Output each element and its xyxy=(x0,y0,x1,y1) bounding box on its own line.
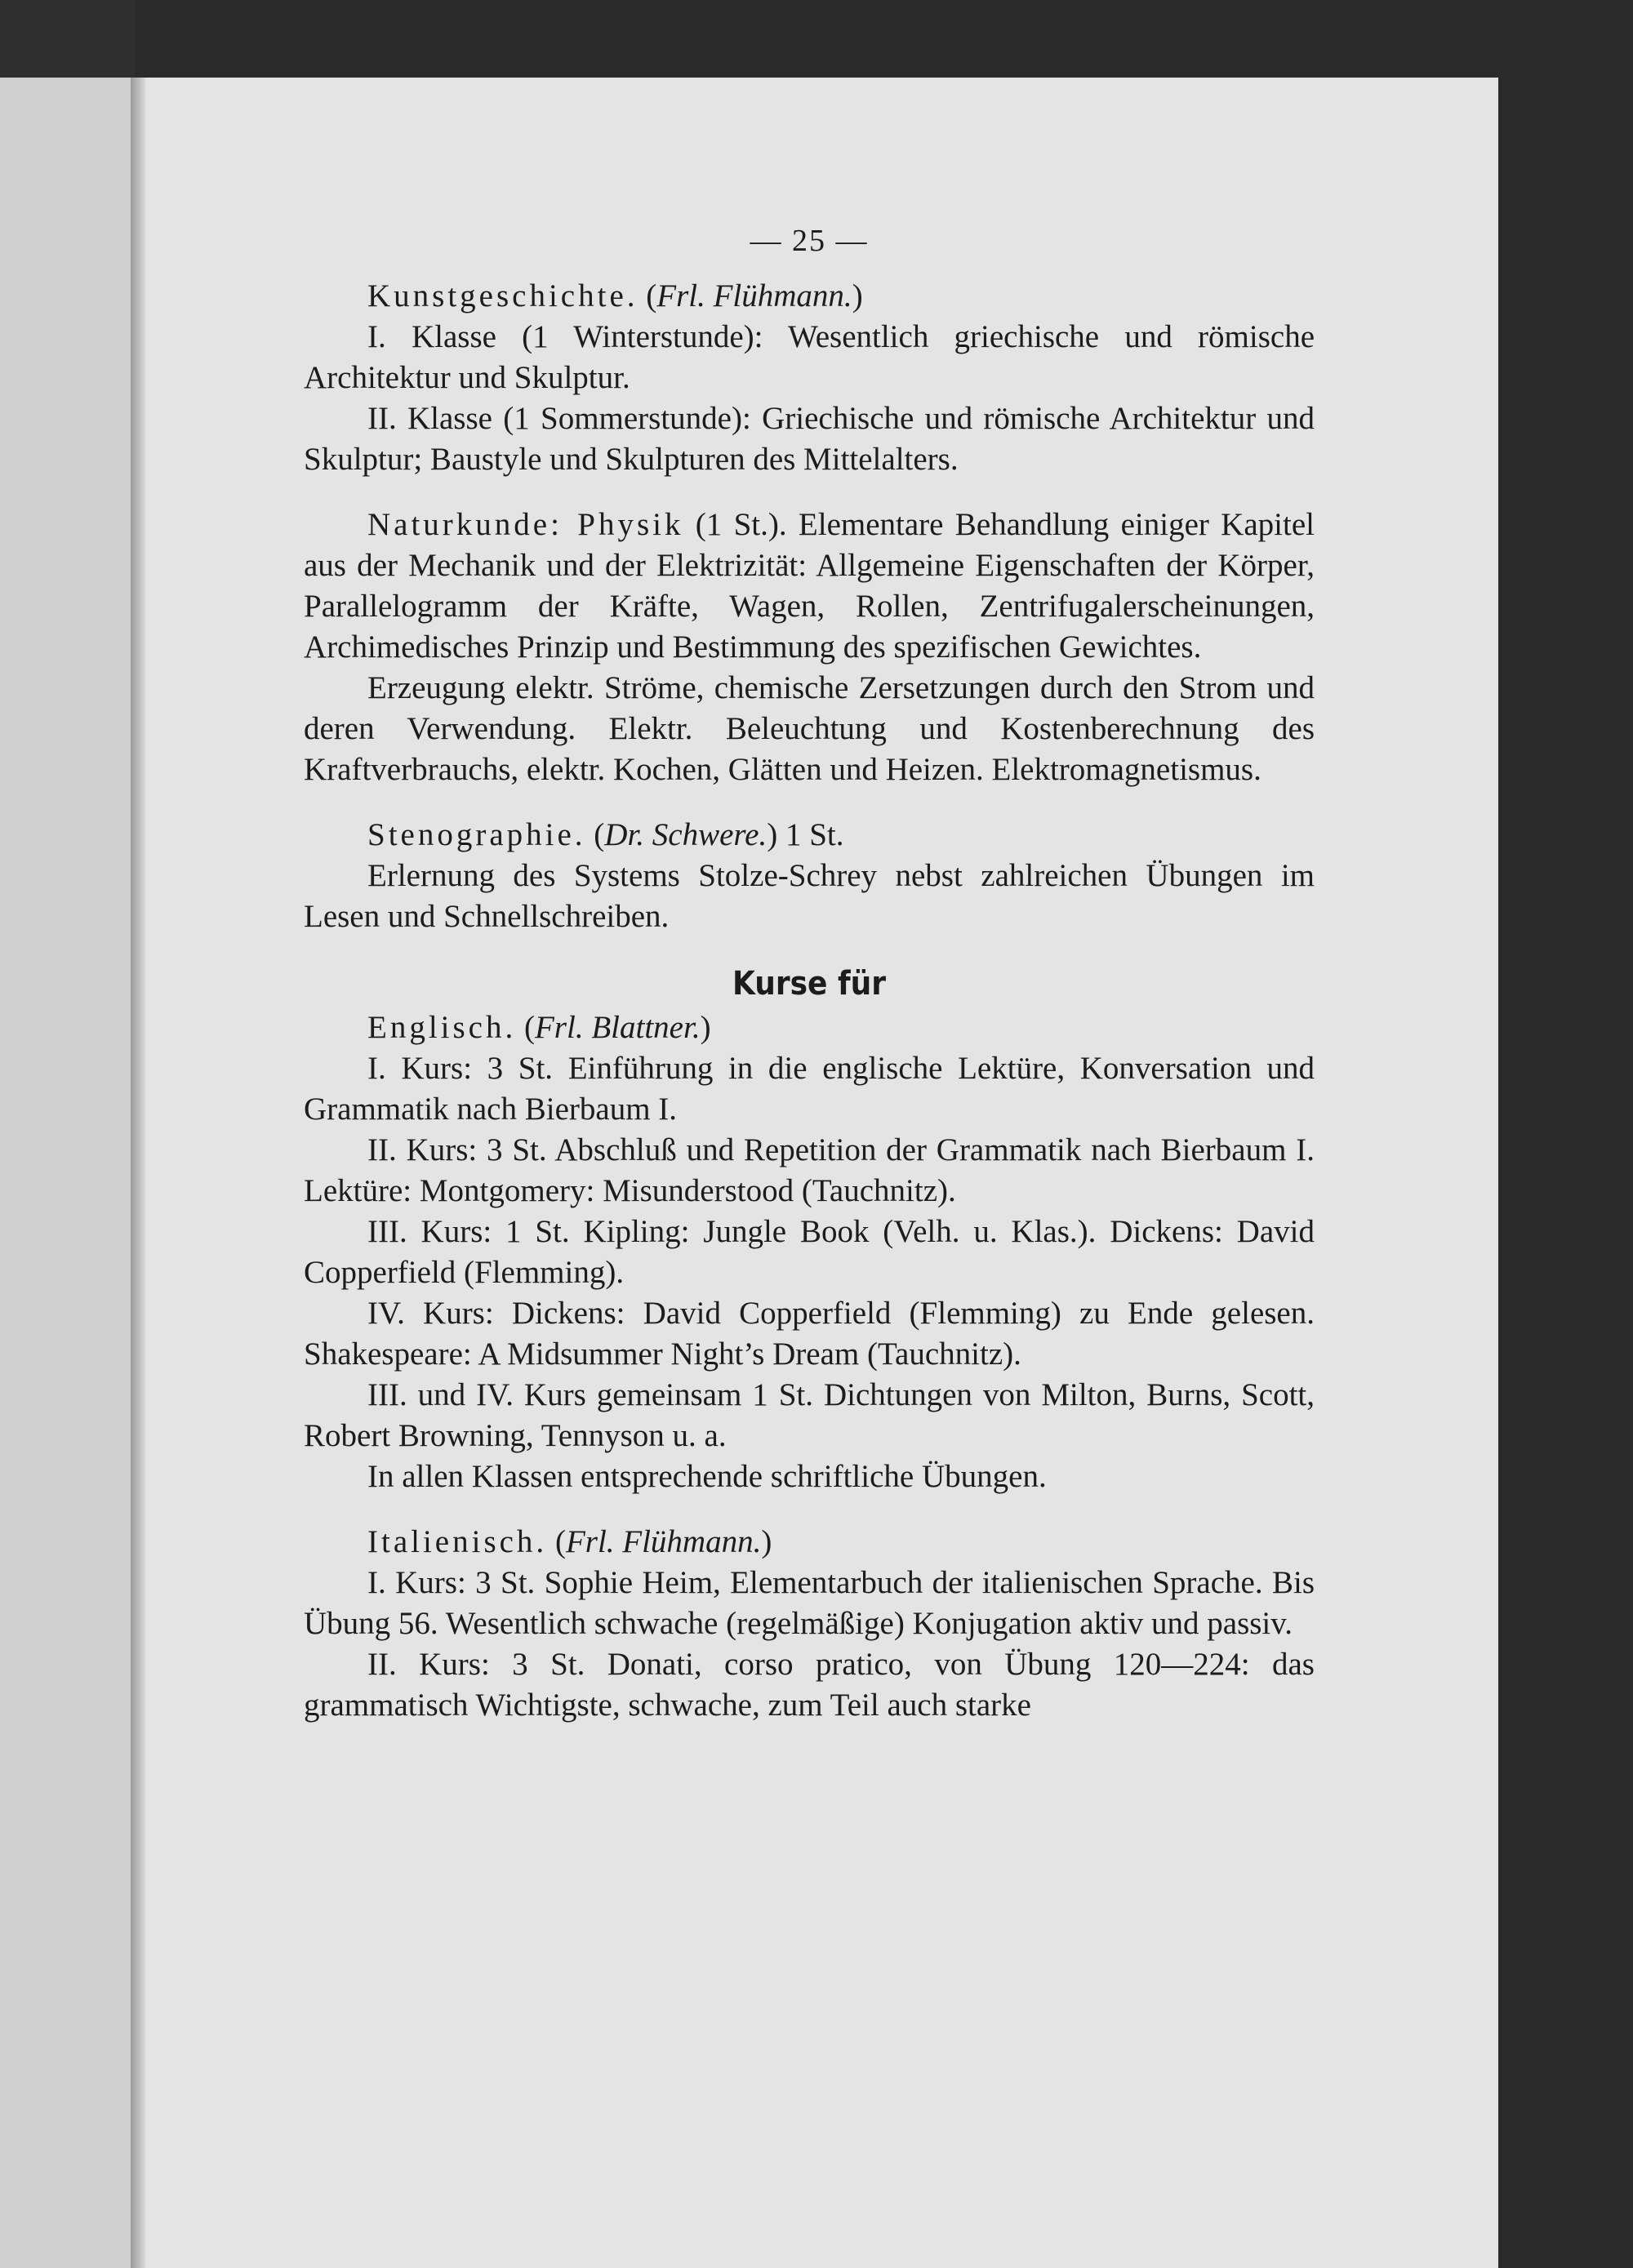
kunstgeschichte-klasse-1: I. Klasse (1 Winterstunde): Wesentlich griechische und römische Architektur und Skulptur. xyxy=(304,319,1315,395)
scan-border-top xyxy=(0,0,1633,78)
stenographie-heading xyxy=(304,815,1315,856)
englisch-heading xyxy=(304,1007,1315,1048)
page-gutter xyxy=(131,78,145,2268)
scan-border-right xyxy=(1498,0,1633,2268)
kunstgeschichte-klasse-2: II. Klasse (1 Sommerstunde): Griechische und römische Architektur und Skulptur; Baustyle und Skulpturen des Mittelalters. xyxy=(304,401,1315,477)
englisch-kurs-3: III. Kurs: 1 St. Kipling: Jungle Book (Velh. u. Klas.). Dickens: David Copperfield (Flemming). xyxy=(304,1214,1315,1290)
text-run: ( xyxy=(638,278,657,314)
text-run: Frl. Blattner. xyxy=(534,1010,701,1045)
page-text xyxy=(304,220,1315,1726)
englisch-uebungen: In allen Klassen entsprechende schriftliche Übungen. xyxy=(367,1459,1047,1494)
text-run: Englisch. xyxy=(367,1010,517,1045)
text-run: ) 1 St. xyxy=(767,817,844,852)
stenographie-paragraph: Erlernung des Systems Stolze-Schrey nebst zahlreichen Übungen im Lesen und Schnellschreiben. xyxy=(304,858,1315,934)
facing-page-edge xyxy=(0,78,135,2268)
text-run: (1 St.). Elementare Behandlung einiger Kapitel aus der Mechanik und der Elektrizität: Allgemeine Eigenschaften der Körper, Parallelogramm der Kräfte, Wagen, Rollen, Zentrifugalerscheinungen, Archimedisches Prinzip und Bestimmung des spezifischen Gewichtes. xyxy=(304,507,1315,665)
text-run: Italienisch. xyxy=(367,1524,548,1559)
text-run: ( xyxy=(585,817,605,852)
text-run: Frl. Flühmann. xyxy=(565,1524,762,1559)
englisch-kurs-1: I. Kurs: 3 St. Einführung in die englische Lektüre, Konversation und Grammatik nach Bierbaum I. xyxy=(304,1051,1315,1127)
naturkunde-paragraph-2: Erzeugung elektr. Ströme, chemische Zersetzungen durch den Strom und deren Verwendung. Elektr. Beleuchtung und Kostenberechnung des Kraftverbrauchs, elektr. Kochen, Glätten und Heizen. Elektromagnetismus. xyxy=(304,670,1315,787)
text-run: ) xyxy=(761,1524,772,1559)
text-run: ) xyxy=(700,1010,711,1045)
kurse-heading: Kurse für xyxy=(732,965,887,1003)
text-run: Frl. Flühmann. xyxy=(656,278,852,314)
englisch-kurs-2: II. Kurs: 3 St. Abschluß und Repetition der Grammatik nach Bierbaum I. Lektüre: Montgomery: Misunderstood (Tauchnitz). xyxy=(304,1132,1315,1208)
naturkunde-paragraph-1 xyxy=(304,505,1315,668)
text-run: Stenographie. xyxy=(367,817,586,852)
englisch-kurs-4: IV. Kurs: Dickens: David Copperfield (Flemming) zu Ende gelesen. Shakespeare: A Midsummer Night’s Dream (Tauchnitz). xyxy=(304,1296,1315,1372)
italienisch-kurs-2: II. Kurs: 3 St. Donati, corso pratico, von Übung 120—224: das grammatisch Wichtigste, schwache, zum Teil auch starke xyxy=(304,1647,1315,1723)
text-run: ) xyxy=(852,278,863,314)
page-number: — 25 — xyxy=(750,224,869,258)
text-run: Kunstgeschichte. xyxy=(367,278,639,314)
text-run: Naturkunde: Physik xyxy=(367,507,684,542)
italienisch-heading xyxy=(304,1522,1315,1563)
kunstgeschichte-heading xyxy=(304,276,1315,317)
englisch-kurs-3-4: III. und IV. Kurs gemeinsam 1 St. Dichtungen von Milton, Burns, Scott, Robert Browning, Tennyson u. a. xyxy=(304,1377,1315,1453)
italienisch-kurs-1: I. Kurs: 3 St. Sophie Heim, Elementarbuch der italienischen Sprache. Bis Übung 56. Wesentlich schwache (regelmäßige) Konjugation aktiv und passiv. xyxy=(304,1565,1315,1641)
text-run: ( xyxy=(516,1010,535,1045)
text-run: ( xyxy=(547,1524,566,1559)
text-run: Dr. Schwere. xyxy=(604,817,768,852)
